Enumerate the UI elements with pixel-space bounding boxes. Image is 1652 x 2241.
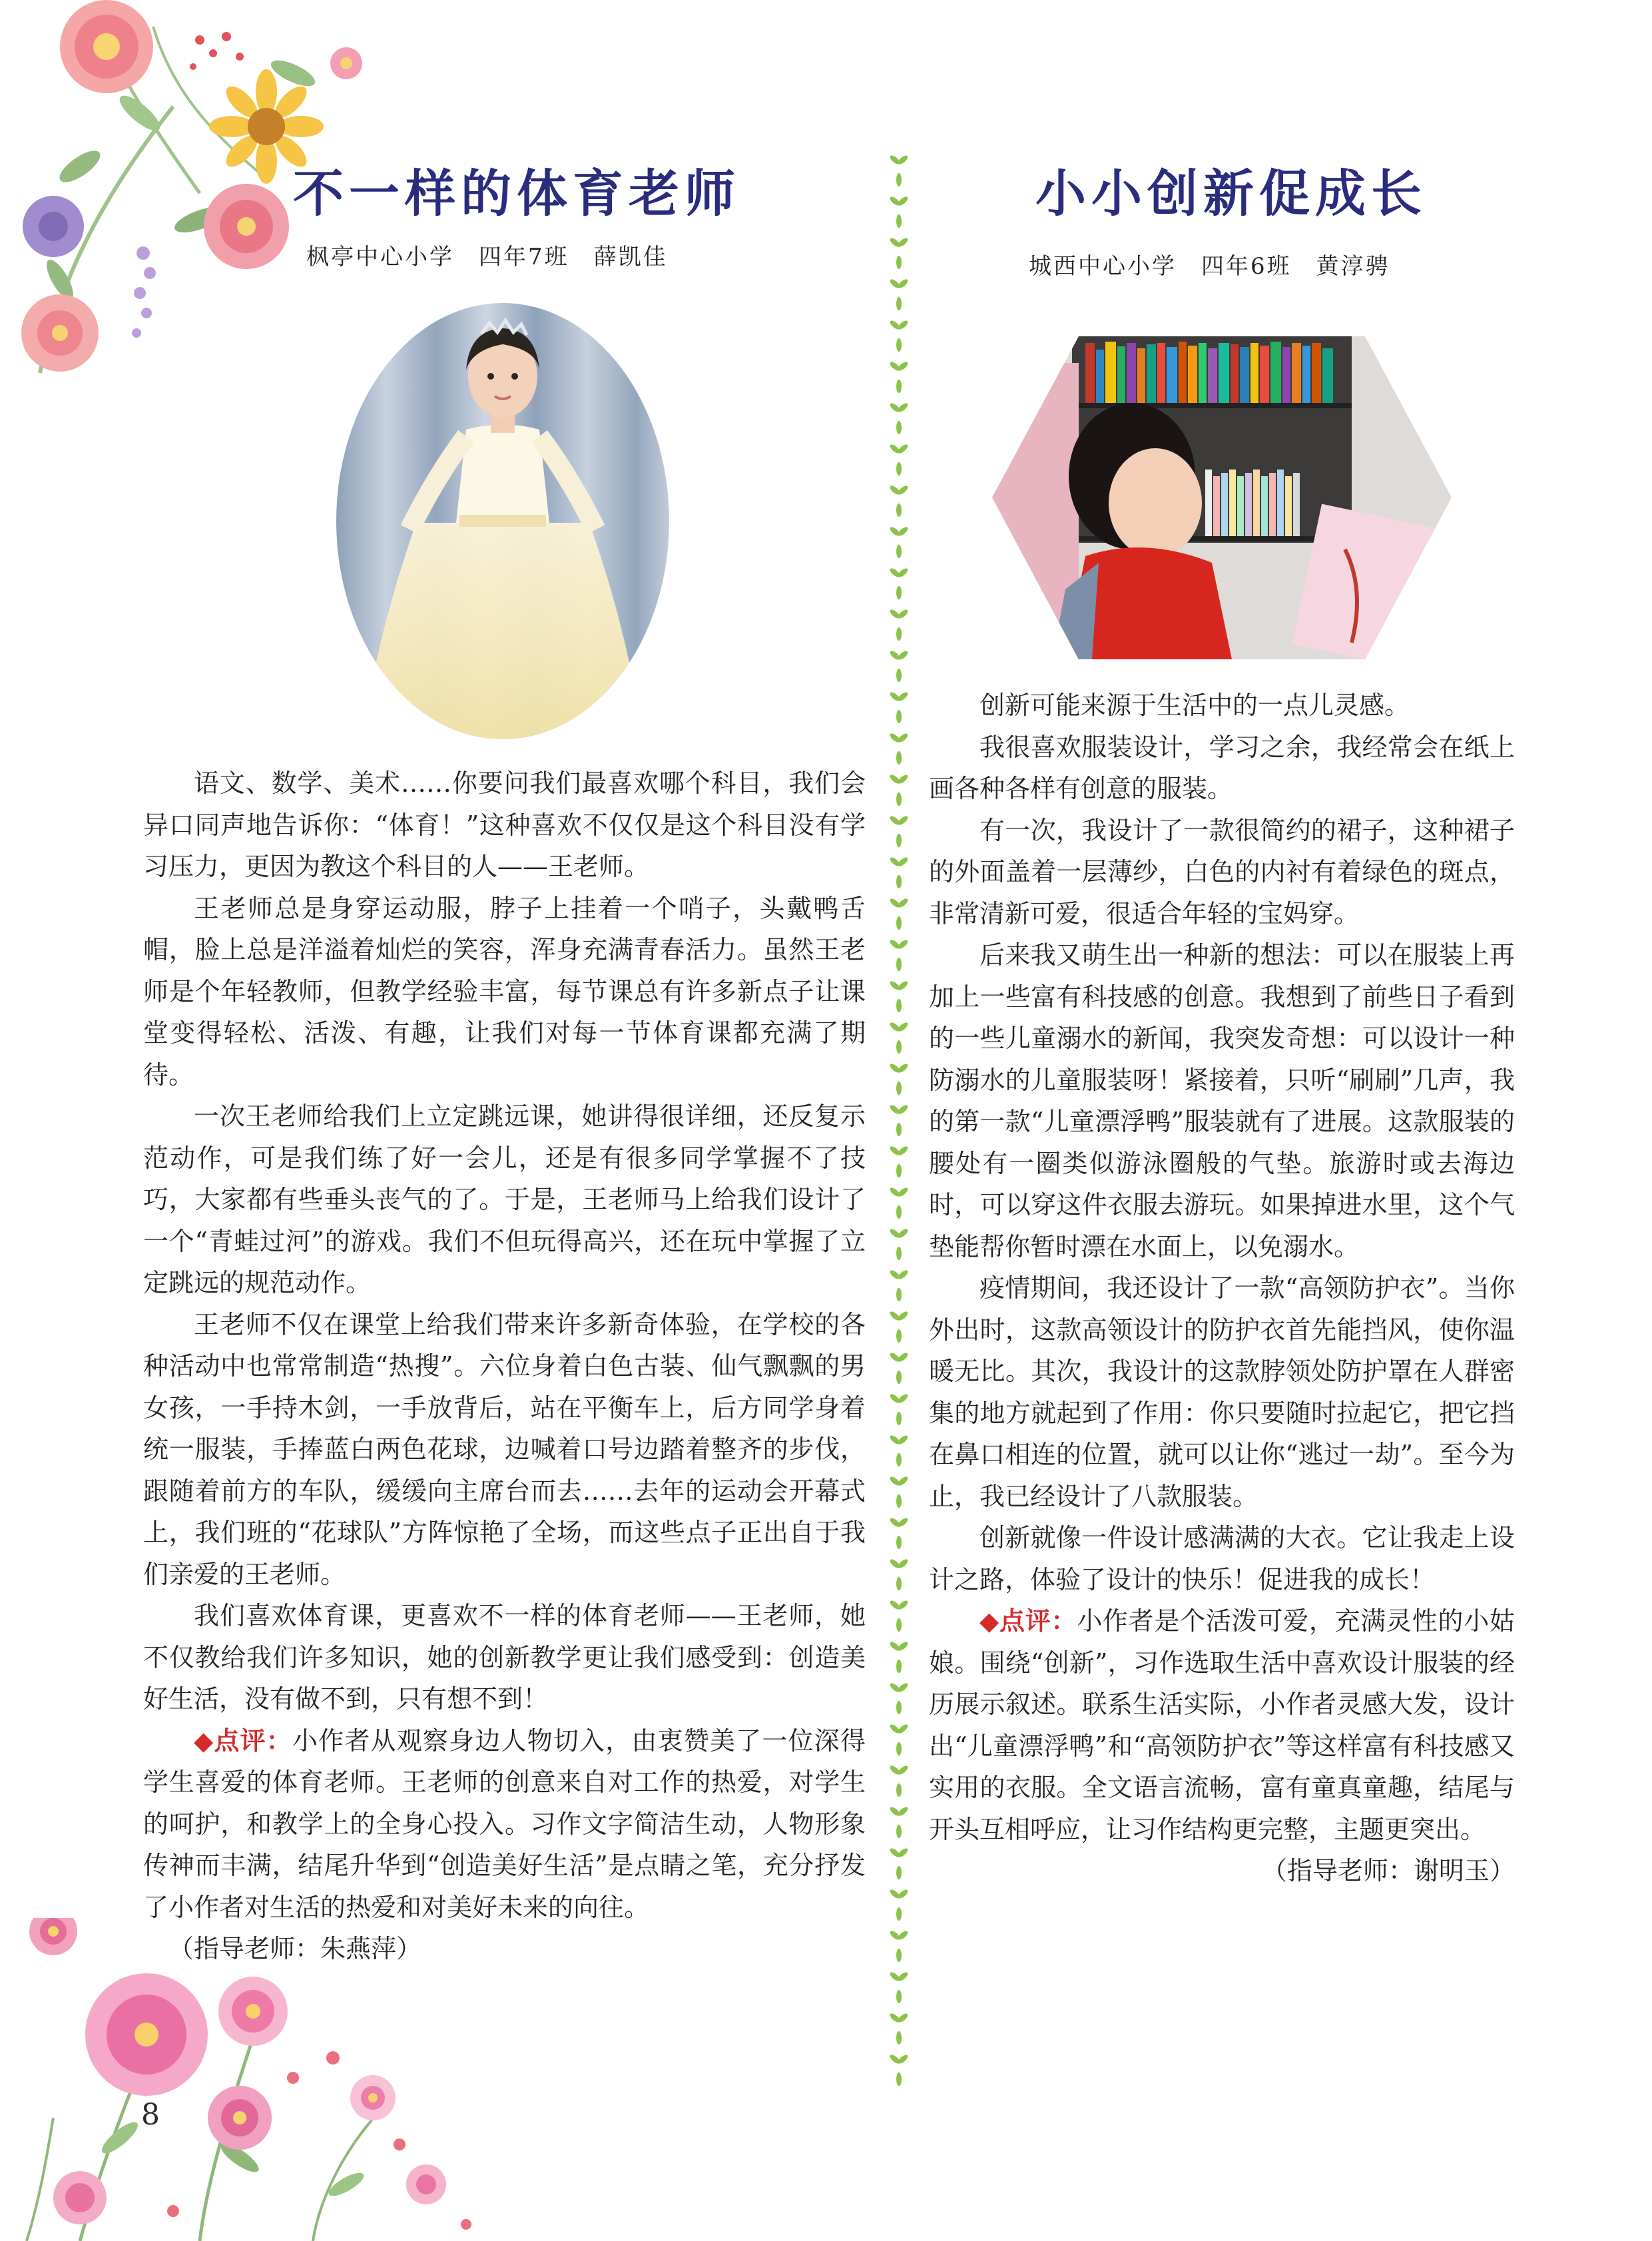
right-guide-teacher: （指导老师：谢明玉） bbox=[1261, 1856, 1515, 1885]
comment-label: ◆点评： bbox=[194, 1725, 292, 1756]
comment-text: 小作者从观察身边人物切入，由衷赞美了一位深得学生喜爱的体育老师。王老师的创意来自对工作的热爱，对学生的呵护，和教学上的全身心投入。习作文字简洁生动，人物形象传神而丰满，结尾升华到“创造美好生活”是点睛之笔，充分抒发了小作者对生活的热爱和对美好未来的向往。 bbox=[143, 1726, 866, 1922]
left-guide-teacher: （指导老师：朱燕萍） bbox=[168, 1934, 422, 1963]
right-paragraph-6: 创新就像一件设计感满满的大衣。它让我走上设计之路，体验了设计的快乐！促进我的成长！ bbox=[929, 1523, 1515, 1594]
right-paragraph-1: 创新可能来源于生活中的一点儿灵感。 bbox=[979, 691, 1410, 720]
left-paragraph-2: 王老师总是身穿运动服，脖子上挂着一个哨子，头戴鸭舌帽，脸上总是洋溢着灿烂的笑容，浑身充满青春活力。虽然王老师是个年轻教师，但教学经验丰富，每节课总有许多新点子让课堂变得轻松、活泼、有趣，让我们对每一节体育课都充满了期待。 bbox=[143, 893, 866, 1090]
left-paragraph-1: 语文、数学、美术……你要问我们最喜欢哪个科目，我们会异口同声地告诉你：“体育！”这种喜欢不仅仅是这个科目没有学习压力，更因为教这个科目的人——王老师。 bbox=[143, 769, 866, 881]
page-number: 8 bbox=[141, 2098, 160, 2132]
left-paragraph-3: 一次王老师给我们上立定跳远课，她讲得很详细，还反复示范动作，可是我们练了好一会儿，还是有很多同学掌握不了技巧，大家都有些垂头丧气的了。于是，王老师马上给我们设计了一个“青蛙过河”的游戏。我们不但玩得高兴，还在玩中掌握了立定跳远的规范动作。 bbox=[143, 1102, 866, 1297]
comment-label: ◆点评： bbox=[979, 1606, 1077, 1636]
left-article-title: 不一样的体育老师 bbox=[293, 164, 740, 223]
girl-in-dress-photo bbox=[336, 303, 669, 739]
leaf-divider bbox=[886, 153, 912, 2098]
left-article-body bbox=[143, 763, 866, 1970]
left-paragraph-5: 我们喜欢体育课，更喜欢不一样的体育老师——王老师，她不仅教给我们许多知识，她的创新教学更让我们感受到：创造美好生活，没有做不到，只有想不到！ bbox=[143, 1601, 866, 1714]
right-paragraph-3: 有一次，我设计了一款很简约的裙子，这种裙子的外面盖着一层薄纱，白色的内衬有着绿色的斑点，非常清新可爱，很适合年轻的宝妈穿。 bbox=[929, 815, 1515, 928]
right-paragraph-4: 后来我又萌生出一种新的想法：可以在服装上再加上一些富有科技感的创意。我想到了前些日子看到的一些儿童溺水的新闻，我突发奇想：可以设计一种防溺水的儿童服装呀！紧接着，只听“刷刷”几声，我的第一款“儿童漂浮鸭”服装就有了进展。这款服装的腰处有一圈类似游泳圈般的气垫。旅游时或去海边时，可以穿这件衣服去游玩。如果掉进水里，这个气垫能帮你暂时漂在水面上，以免溺水。 bbox=[929, 940, 1515, 1261]
right-article-byline: 城西中心小学 四年6班 黄淳骋 bbox=[1029, 253, 1390, 280]
left-article-byline: 枫亭中心小学 四年7班 薛凯佳 bbox=[306, 244, 668, 270]
floral-decoration-bottom bbox=[0, 1918, 546, 2241]
right-article-title: 小小创新促成长 bbox=[1035, 164, 1427, 223]
left-paragraph-4: 王老师不仅在课堂上给我们带来许多新奇体验，在学校的各种活动中也常常制造“热搜”。六位身着白色古装、仙气飘飘的男女孩，一手持木剑，一手放背后，站在平衡车上，后方同学身着统一服装，手捧蓝白两色花球，边喊着口号边踏着整齐的步伐，跟随着前方的车队，缓缓向主席台而去……去年的运动会开幕式上，我们班的“花球队”方阵惊艳了全场，而这些点子正出自于我们亲爱的王老师。 bbox=[143, 1309, 866, 1589]
comment-text: 小作者是个活泼可爱，充满灵性的小姑娘。围绕“创新”，习作选取生活中喜欢设计服装的经历展示叙述。联系生活实际，小作者灵感大发，设计出“儿童漂浮鸭”和“高领防护衣”等这样富有科技感又实用的衣服。全文语言流畅，富有童真童趣，结尾与开头互相呼应，让习作结构更完整，主题更突出。 bbox=[929, 1606, 1515, 1844]
right-teacher-comment bbox=[929, 1600, 1515, 1850]
right-paragraph-2: 我很喜欢服装设计，学习之余，我经常会在纸上画各种各样有创意的服装。 bbox=[929, 732, 1515, 803]
left-teacher-comment bbox=[143, 1720, 866, 1929]
right-article-body bbox=[929, 685, 1515, 1892]
girl-drawing-photo bbox=[992, 336, 1452, 659]
right-paragraph-5: 疫情期间，我还设计了一款“高领防护衣”。当你外出时，这款高领设计的防护衣首先能挡风，使你温暖无比。其次，我设计的这款脖领处防护罩在人群密集的地方就起到了作用：你只要随时拉起它，把它挡在鼻口相连的位置，就可以让你“逃过一劫”。至今为止，我已经设计了八款服装。 bbox=[929, 1273, 1515, 1511]
